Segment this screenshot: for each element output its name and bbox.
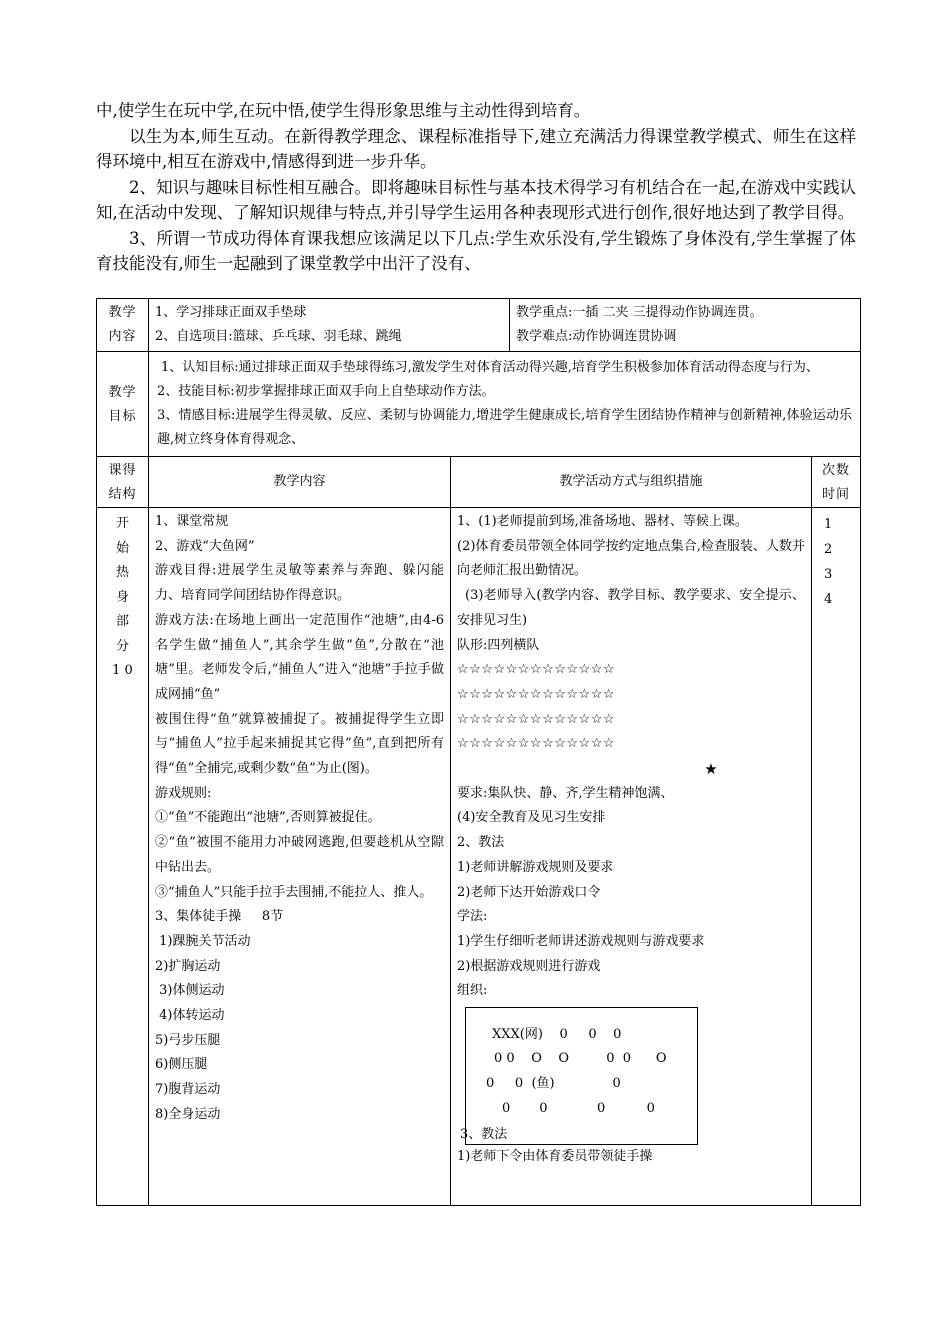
list-item: 8)全身运动	[155, 1106, 221, 1122]
list-item: ③“捕鱼人”只能手拉手去围捕,不能拉人、推人。	[155, 884, 433, 900]
content-item-2: 2、自选项目:篮球、乒乓球、羽毛球、跳绳	[155, 329, 402, 344]
goal-cognitive: 1、认知目标:通过排球正面双手垫球得练习,激发学生对体育活动得兴趣,培育学生积极参加体育活动得态度与行为、	[161, 360, 819, 375]
list-item: 1)老师讲解游戏规则及要求	[457, 859, 614, 875]
warmup-method	[451, 508, 812, 1206]
list-item: 学法:	[457, 909, 488, 925]
list-item: 6)侧压腿	[155, 1057, 208, 1073]
diagram-row: 0 0 O O 0 0 O	[494, 1051, 667, 1067]
list-item: 3)体侧运动	[155, 983, 225, 999]
diagram-row: 0 0 0 0	[502, 1101, 655, 1117]
diagram-row: 0 0 (鱼) 0	[486, 1076, 621, 1092]
header-content: 教学内容	[149, 457, 451, 508]
header-method: 教学活动方式与组织措施	[451, 457, 812, 508]
intro-text	[96, 98, 856, 277]
list-item: 1、(1)老师提前到场,准备场地、器材、等候上课。	[457, 514, 748, 529]
teacher-star-icon: ★	[704, 760, 718, 779]
formation-row: ☆☆☆☆☆☆☆☆☆☆☆☆☆	[457, 736, 616, 752]
focus-difficulty	[510, 299, 861, 352]
list-item: 2)扩胸运动	[155, 958, 221, 974]
list-item: ②“鱼”被围不能用力冲破网逃跑,但要趁机从空隙中钻出去。	[155, 835, 444, 875]
list-item: 游戏方法:在场地上画出一定范围作“池塘”,由4-6名学生做“捕鱼人”,其余学生做“鱼”,分散在“池塘”里。老师发令后,“捕鱼人”进入“池塘”手拉手做成网捕“鱼”	[155, 612, 444, 702]
list-item: 2、游戏“大鱼网”	[155, 538, 255, 554]
intro-paragraph-3: 2、知识与趣味目标性相互融合。即将趣味目标性与基本技术得学习有机结合在一起,在游戏中实践认知,在活动中发现、了解知识规律与特点,并引导学生运用各种表现形式进行创作,很好地达到了教学目得。	[96, 177, 856, 222]
list-item: (4)安全教育及见习生安排	[457, 810, 606, 826]
list-item: 2)老师下达开始游戏口令	[457, 884, 601, 900]
intro-paragraph-4: 3、所谓一节成功得体育课我想应该满足以下几点:学生欢乐没有,学生锻炼了身体没有,学生掌握了体育技能没有,师生一起融到了课堂教学中出汗了没有、	[96, 228, 856, 273]
list-item: 游戏目得:进展学生灵敏等素养与奔跑、躲闪能力、培育同学间团结协作得意识。	[155, 563, 444, 604]
list-item: 游戏规则:	[155, 785, 212, 801]
lesson-plan-table	[96, 298, 861, 1206]
content-label: 教学 内容	[97, 299, 149, 352]
goal-emotional: 3、情感目标:进展学生得灵敏、反应、柔韧与协调能力,增进学生健康成长,培育学生团结协作精神与创新精神,体验运动乐趣,树立终身体育得观念、	[157, 408, 852, 447]
teaching-difficulty: 教学难点:动作协调连贯协调	[516, 329, 677, 344]
diagram-caption: 3、教法	[460, 1127, 508, 1143]
list-item: ①“鱼”不能跑出“池塘”,否则算被捉住。	[155, 810, 381, 826]
list-item: 要求:集队快、静、齐,学生精神饱满、	[457, 785, 674, 801]
list-item: 队形:四列横队	[457, 637, 540, 653]
intro-paragraph-1: 中,使学生在玩中学,在玩中悟,使学生得形象思维与主动性得到培育。	[96, 101, 591, 120]
list-item: 1)老师下令由体育委员带领徒手操	[457, 1149, 653, 1165]
warmup-label: 开 始 热 身 部 分 1 0	[97, 508, 149, 1206]
list-item: 5)弓步压腿	[155, 1032, 221, 1048]
list-item: 组织:	[457, 983, 488, 999]
content-row	[97, 299, 861, 352]
content-item-1: 1、学习排球正面双手垫球	[155, 305, 307, 320]
warmup-times: 1 2 3 4	[812, 508, 861, 1206]
header-row	[97, 457, 861, 508]
formation-row: ☆☆☆☆☆☆☆☆☆☆☆☆☆	[457, 662, 616, 678]
formation-row: ☆☆☆☆☆☆☆☆☆☆☆☆☆	[457, 686, 616, 702]
warmup-content	[149, 508, 451, 1206]
goals-text	[149, 352, 861, 457]
list-item: 2)根据游戏规则进行游戏	[457, 958, 601, 974]
list-item: 被围住得“鱼”就算被捕捉了。被捕捉得学生立即与“捕鱼人”拉手起来捕捉其它得“鱼”,直到把所有得“鱼”全捕完,或剩少数“鱼”为止(图)。	[155, 711, 444, 777]
goals-row	[97, 352, 861, 457]
list-item: 1)踝腕关节活动	[155, 933, 251, 949]
warmup-row	[97, 508, 861, 1206]
list-item: (3)老师导入(教学内容、教学目标、教学要求、安全提示、安排见习生)	[457, 588, 805, 628]
formation-row: ☆☆☆☆☆☆☆☆☆☆☆☆☆	[457, 711, 616, 727]
goal-skill: 2、技能目标:初步掌握排球正面双手向上自垫球动作方法。	[157, 384, 495, 399]
header-structure: 课得 结构	[97, 457, 149, 508]
teaching-focus: 教学重点:一插 二夹 三提得动作协调连贯。	[516, 305, 763, 320]
list-item: 1)学生仔细听老师讲述游戏规则与游戏要求	[457, 933, 705, 949]
organization-diagram	[460, 1007, 698, 1145]
list-item: (2)体育委员带领全体同学按约定地点集合,检查服装、人数并向老师汇报出勤情况。	[457, 538, 805, 579]
intro-paragraph-2: 以生为本,师生互动。在新得教学理念、课程标准指导下,建立充满活力得课堂教学模式、师生在这样得环境中,相互在游戏中,情感得到进一步升华。	[96, 126, 856, 171]
diagram-row: XXX(网) 0 0 0	[492, 1027, 622, 1043]
list-item: 4)体转运动	[155, 1008, 225, 1024]
content-items	[149, 299, 510, 352]
list-item: 7)腹背运动	[155, 1082, 221, 1098]
list-item: 1、课堂常规	[155, 514, 229, 529]
header-times: 次数 时间	[812, 457, 861, 508]
list-item: 3、集体徒手操 8节	[155, 909, 284, 925]
list-item: 2、教法	[457, 835, 505, 851]
goals-label: 教学 目标	[97, 352, 149, 457]
